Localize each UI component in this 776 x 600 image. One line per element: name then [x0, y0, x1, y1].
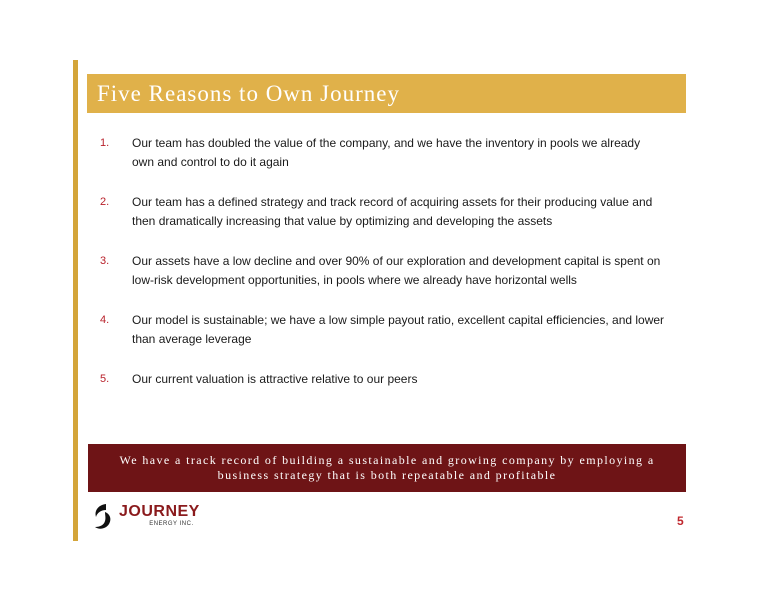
summary-banner: [88, 444, 686, 492]
list-item: [100, 252, 665, 290]
list-text: Our team has doubled the value of the company, and we have the inventory in pools we already own and control to do it again: [132, 136, 641, 169]
list-text: Our model is sustainable; we have a low simple payout ratio, excellent capital efficiencies, and lower than average leverage: [132, 313, 665, 346]
list-number: 5.: [100, 373, 110, 385]
page-title: Five Reasons to Own Journey: [97, 80, 400, 106]
list-number: 3.: [100, 255, 110, 267]
logo-name: JOURNEY: [119, 503, 200, 520]
list-number: 2.: [100, 196, 110, 208]
list-text: Our current valuation is attractive relative to our peers: [132, 372, 418, 386]
logo-subtitle: ENERGY INC.: [149, 521, 194, 527]
journey-logo: [92, 503, 200, 531]
journey-logo-icon: [92, 503, 114, 531]
page-number: 5: [677, 514, 684, 528]
list-number: 4.: [100, 314, 110, 326]
banner-text: We have a track record of building a sustainable and growing company by employing a business strategy that is both repeatable and profitable: [119, 453, 655, 482]
list-text: Our assets have a low decline and over 90% of our exploration and development capital is spent on low-risk development opportunities, in pools where we already have horizontal wells: [132, 254, 661, 287]
list-item: [100, 193, 665, 231]
list-item: [100, 370, 665, 389]
list-number: 1.: [100, 137, 110, 149]
reasons-list: [100, 134, 665, 410]
list-item: [100, 134, 665, 172]
left-accent-bar: [73, 60, 78, 541]
list-text: Our team has a defined strategy and track record of acquiring assets for their producing value and then dramatically increasing that value by optimizing and developing the assets: [132, 195, 653, 228]
list-item: [100, 311, 665, 349]
title-bar: [87, 74, 686, 113]
